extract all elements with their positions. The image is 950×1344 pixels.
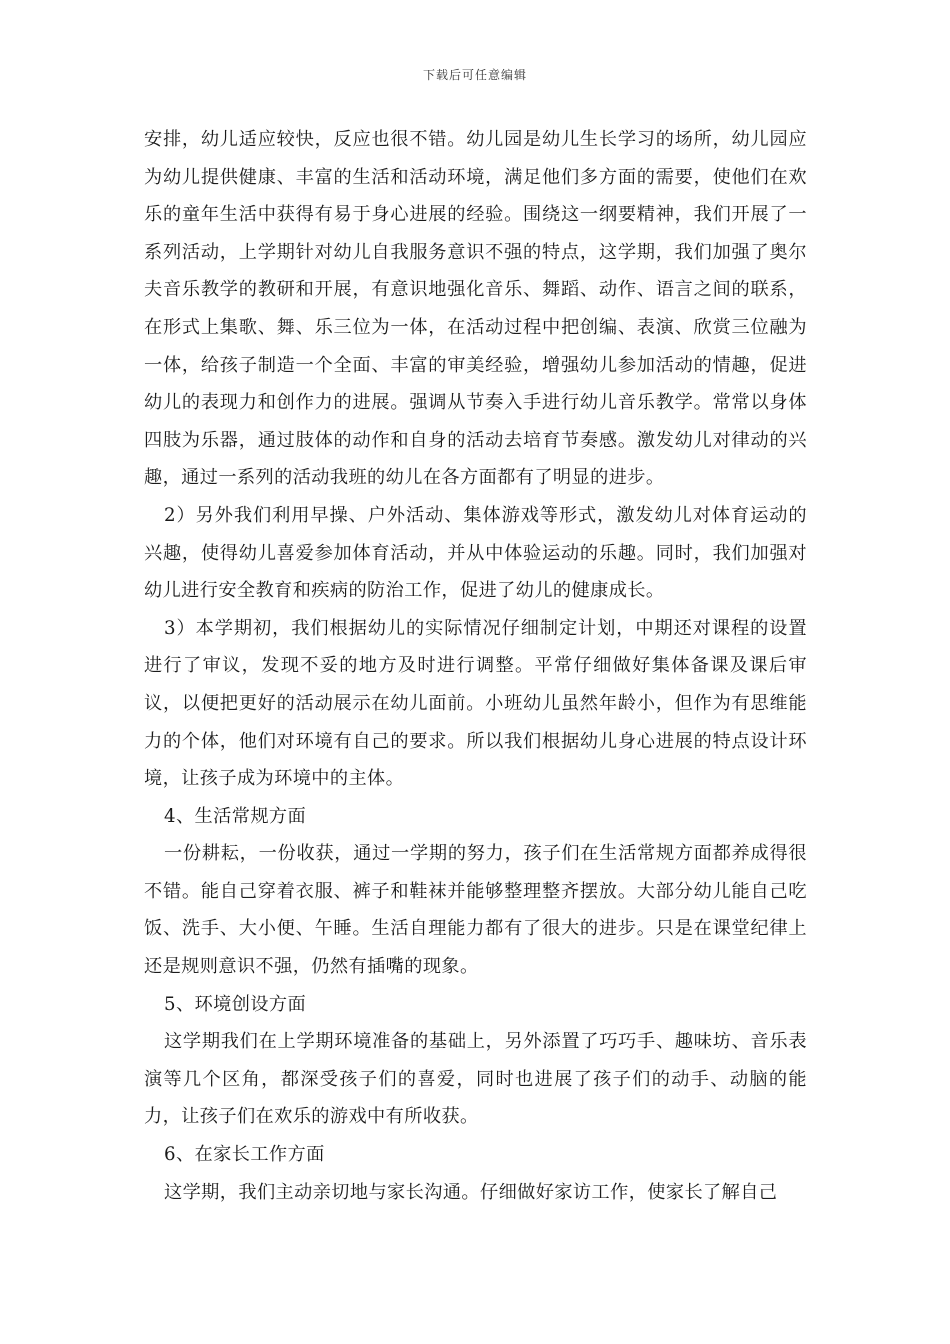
document-body <box>144 121 807 1211</box>
section-heading: 4、生活常规方面 <box>164 805 307 827</box>
body-paragraph: 一份耕耘，一份收获，通过一学期的努力，孩子们在生活常规方面都养成得很不错。能自己穿着衣服、裤子和鞋袜并能够整理整齐摆放。大部分幼儿能自己吃饭、洗手、大小便、午睡。生活自理能力都有了很大的进步。只是在课堂纪律上还是规则意识不强，仍然有插嘴的现象。 <box>144 843 807 978</box>
body-paragraph: 这学期，我们主动亲切地与家长沟通。仔细做好家访工作，使家长了解自己 <box>164 1181 778 1203</box>
page-header-note: 下载后可任意编辑 <box>422 68 527 82</box>
section-heading: 5、环境创设方面 <box>164 993 307 1015</box>
section-heading: 6、在家长工作方面 <box>164 1144 325 1166</box>
body-paragraph: 2）另外我们利用早操、户外活动、集体游戏等形式，激发幼儿对体育运动的兴趣，使得幼儿喜爱参加体育活动，并从中体验运动的乐趣。同时，我们加强对幼儿进行安全教育和疾病的防治工作，促进了幼儿的健康成长。 <box>144 504 807 602</box>
body-paragraph: 安排，幼儿适应较快，反应也很不错。幼儿园是幼儿生长学习的场所，幼儿园应为幼儿提供健康、丰富的生活和活动环境，满足他们多方面的需要，使他们在欢乐的童年生活中获得有易于身心进展的经验。围绕这一纲要精神，我们开展了一系列活动，上学期针对幼儿自我服务意识不强的特点，这学期，我们加强了奥尔夫音乐教学的教研和开展，有意识地强化音乐、舞蹈、动作、语言之间的联系，在形式上集歌、舞、乐三位为一体，在活动过程中把创编、表演、欣赏三位融为一体，给孩子制造一个全面、丰富的审美经验，增强幼儿参加活动的情趣，促进幼儿的表现力和创作力的进展。强调从节奏入手进行幼儿音乐教学。常常以身体四肢为乐器，通过肢体的动作和自身的活动去培育节奏感。激发幼儿对律动的兴趣，通过一系列的活动我班的幼儿在各方面都有了明显的进步。 <box>144 129 807 489</box>
body-paragraph: 3）本学期初，我们根据幼儿的实际情况仔细制定计划，中期还对课程的设置进行了审议，发现不妥的地方及时进行调整。平常仔细做好集体备课及课后审议，以便把更好的活动展示在幼儿面前。小班幼儿虽然年龄小，但作为有思维能力的个体，他们对环境有自己的要求。所以我们根据幼儿身心进展的特点设计环境，让孩子成为环境中的主体。 <box>144 617 807 790</box>
body-paragraph: 这学期我们在上学期环境准备的基础上，另外添置了巧巧手、趣味坊、音乐表演等几个区角，都深受孩子们的喜爱，同时也进展了孩子们的动手、动脑的能力，让孩子们在欢乐的游戏中有所收获。 <box>144 1031 807 1128</box>
